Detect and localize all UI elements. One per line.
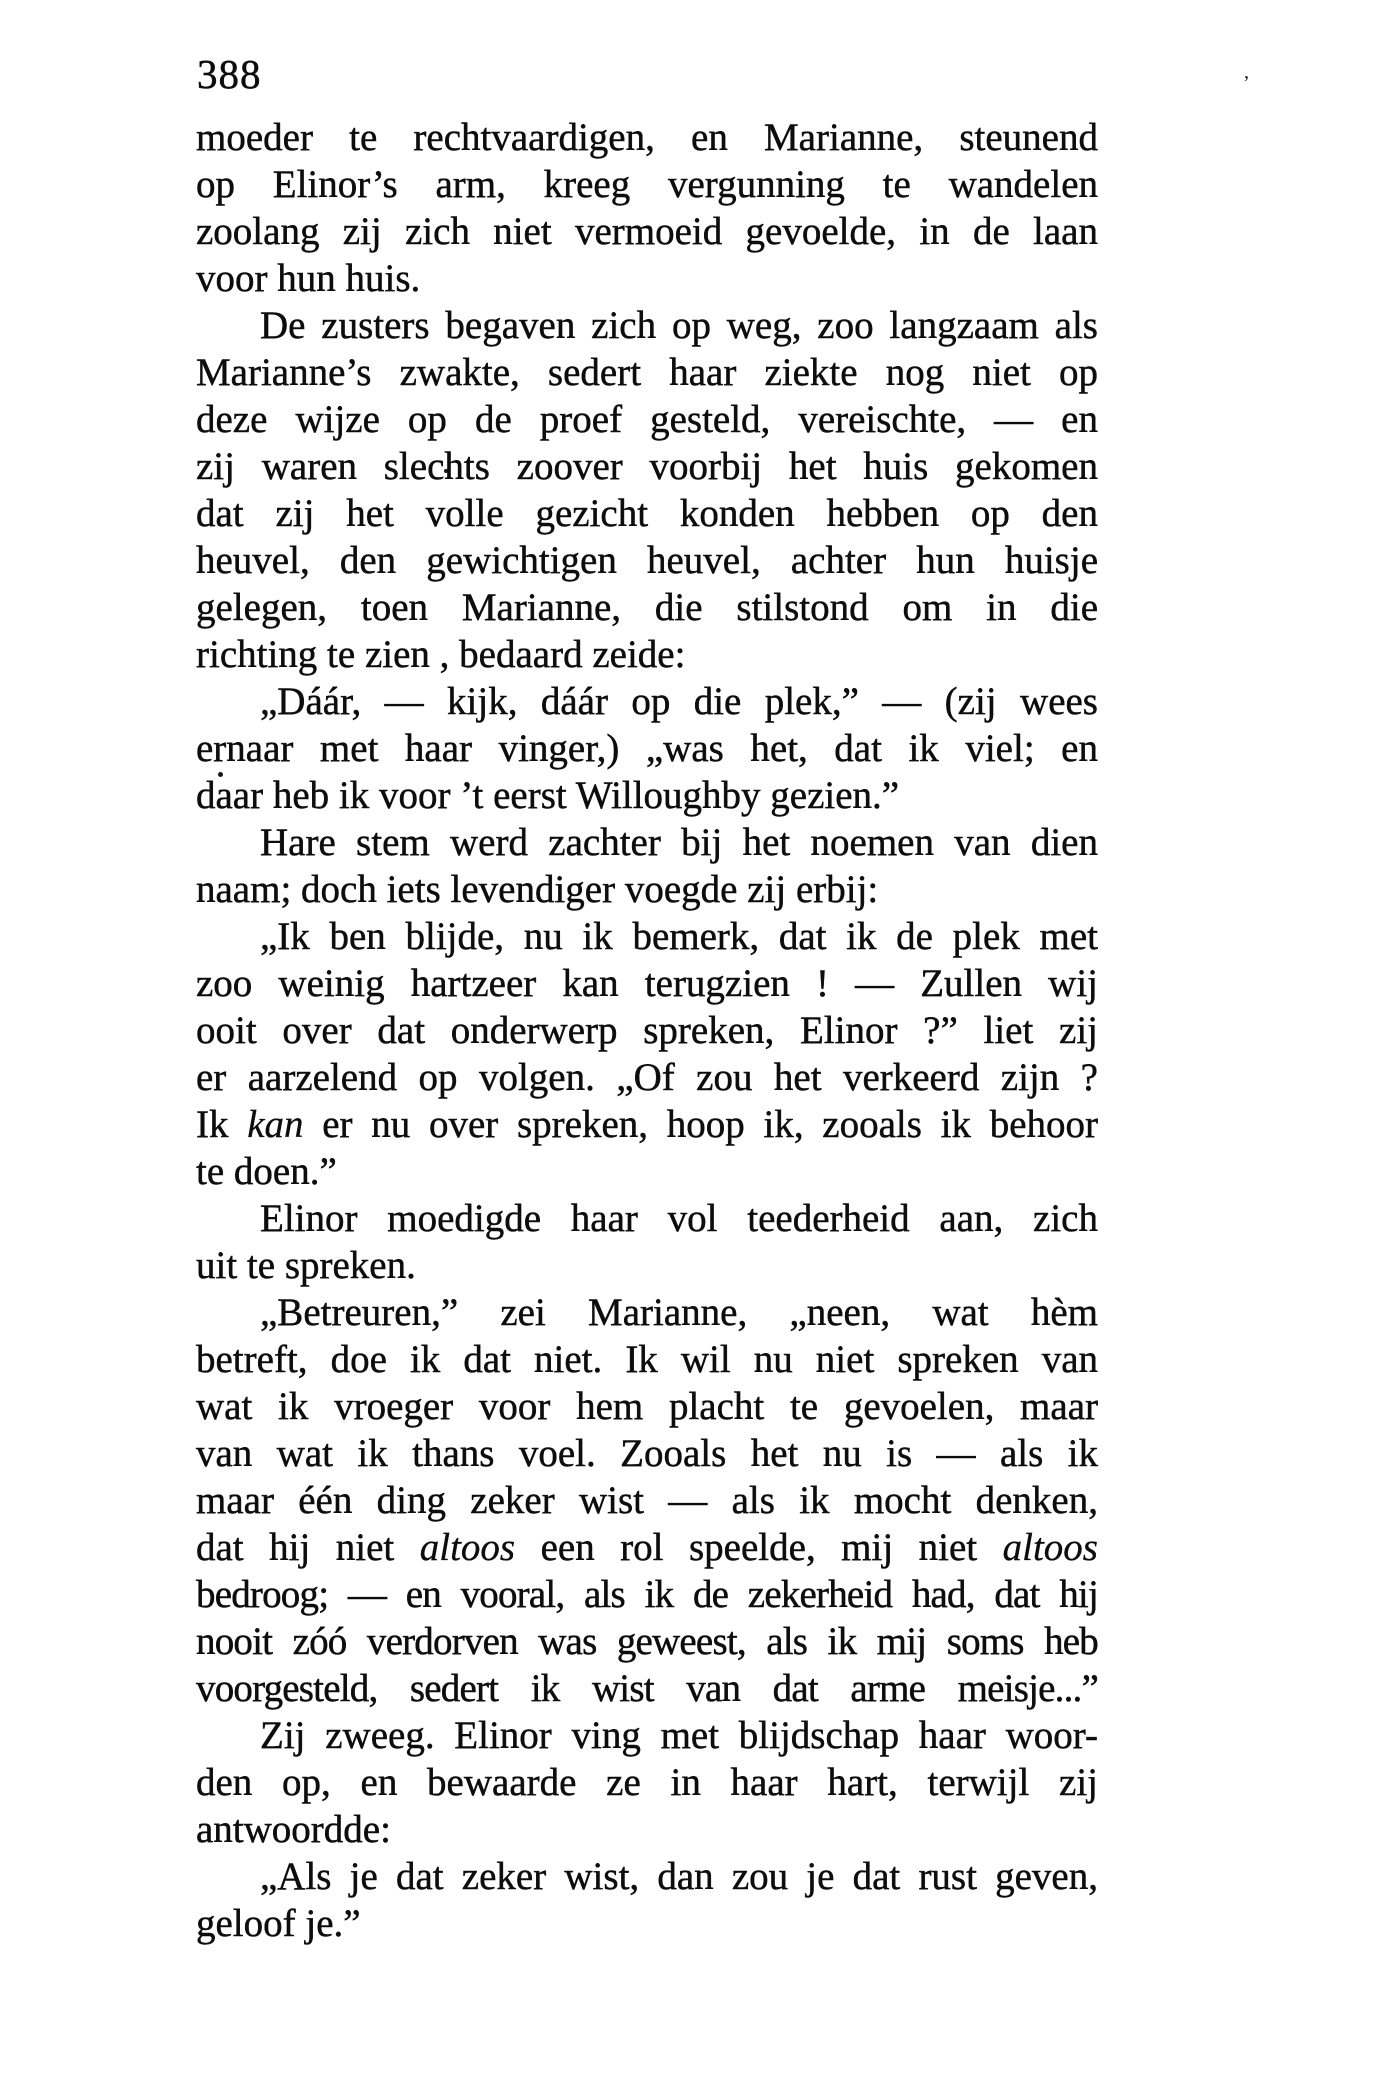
text-line <box>196 1101 1098 1148</box>
text-line: richting te zien , bedaard zeide: <box>196 633 686 676</box>
text-line: geloof je.” <box>196 1902 361 1945</box>
text-segment-italic: kan <box>247 1103 304 1146</box>
text-line: bedroog; — en vooral, als ik de zekerheid had, dat hij <box>196 1573 1098 1616</box>
text-segment-italic: altoos <box>419 1526 516 1569</box>
text-line: daar heb ik voor ’t eerst Willoughby gezien.” <box>196 774 900 817</box>
text-line: betreft, doe ik dat niet. Ik wil nu niet spreken van <box>196 1338 1098 1381</box>
text-segment: er nu over spreken, hoop ik, zooals ik behoor <box>303 1103 1098 1146</box>
text-line: zoolang zij zich niet vermoeid gevoelde, in de laan <box>196 210 1098 253</box>
text-line: den op, en bewaarde ze in haar hart, terwijl zij <box>196 1761 1098 1804</box>
text-line: wat ik vroeger voor hem placht te gevoelen, maar <box>196 1385 1098 1428</box>
text-line: voor hun huis. <box>196 257 421 300</box>
text-line <box>196 1524 1098 1571</box>
text-segment: dat hij niet <box>196 1526 420 1569</box>
text-line: moeder te rechtvaardigen, en Marianne, steunend <box>196 116 1098 159</box>
text-line: dat zij het volle gezicht konden hebben op den <box>196 492 1098 535</box>
text-line: zij waren slechts zoover voorbij het huis gekomen <box>196 445 1098 488</box>
text-line: ooit over dat onderwerp spreken, Elinor ?” liet zij <box>196 1009 1098 1052</box>
text-line: „Dáár, — kijk, dáár op die plek,” — (zij wees <box>260 680 1098 723</box>
text-line: te doen.” <box>196 1150 337 1193</box>
text-line: naam; doch iets levendiger voegde zij erbij: <box>196 868 879 911</box>
text-line: De zusters begaven zich op weg, zoo langzaam als <box>260 304 1098 347</box>
text-line: ernaar met haar vinger,) „was het, dat ik viel; en <box>196 727 1098 770</box>
text-segment: een rol speelde, mij niet <box>515 1526 1003 1569</box>
text-line: heuvel, den gewichtigen heuvel, achter hun huisje <box>196 539 1098 582</box>
text-line: Zij zweeg. Elinor ving met blijdschap haar woor- <box>260 1714 1098 1757</box>
text-line: Marianne’s zwakte, sedert haar ziekte nog niet op <box>196 351 1098 394</box>
text-line: voorgesteld, sedert ik wist van dat arme meisje...” <box>196 1667 1098 1710</box>
text-line: er aarzelend op volgen. „Of zou het verkeerd zijn ? <box>196 1056 1098 1099</box>
text-line: Hare stem werd zachter bij het noemen van dien <box>260 821 1098 864</box>
text-line: deze wijze op de proef gesteld, vereischte, — en <box>196 398 1098 441</box>
text-line: „Ik ben blijde, nu ik bemerk, dat ik de plek met <box>260 915 1098 958</box>
text-line: „Als je dat zeker wist, dan zou je dat rust geven, <box>260 1855 1098 1898</box>
text-line: gelegen, toen Marianne, die stilstond om in die <box>196 586 1098 629</box>
page-number: 388 <box>197 51 262 97</box>
text-line: van wat ik thans voel. Zooals het nu is — als ik <box>196 1432 1098 1475</box>
scan-corner-mark: ’ <box>1243 72 1250 94</box>
text-line: Elinor moedigde haar vol teederheid aan, zich <box>260 1197 1098 1240</box>
text-line: „Betreuren,” zei Marianne, „neen, wat hèm <box>260 1291 1098 1334</box>
text-line: uit te spreken. <box>196 1244 416 1287</box>
text-line: op Elinor’s arm, kreeg vergunning te wandelen <box>196 163 1098 206</box>
text-line: nooit zóó verdorven was geweest, als ik mij soms heb <box>196 1620 1098 1663</box>
text-line: antwoordde: <box>196 1808 391 1851</box>
text-line: zoo weinig hartzeer kan terugzien ! — Zullen wij <box>196 962 1098 1005</box>
text-segment: Ik <box>196 1103 248 1146</box>
page-text-block <box>196 114 1098 1947</box>
text-segment-italic: altoos <box>1002 1526 1098 1569</box>
text-line: maar één ding zeker wist — als ik mocht denken, <box>196 1479 1098 1522</box>
